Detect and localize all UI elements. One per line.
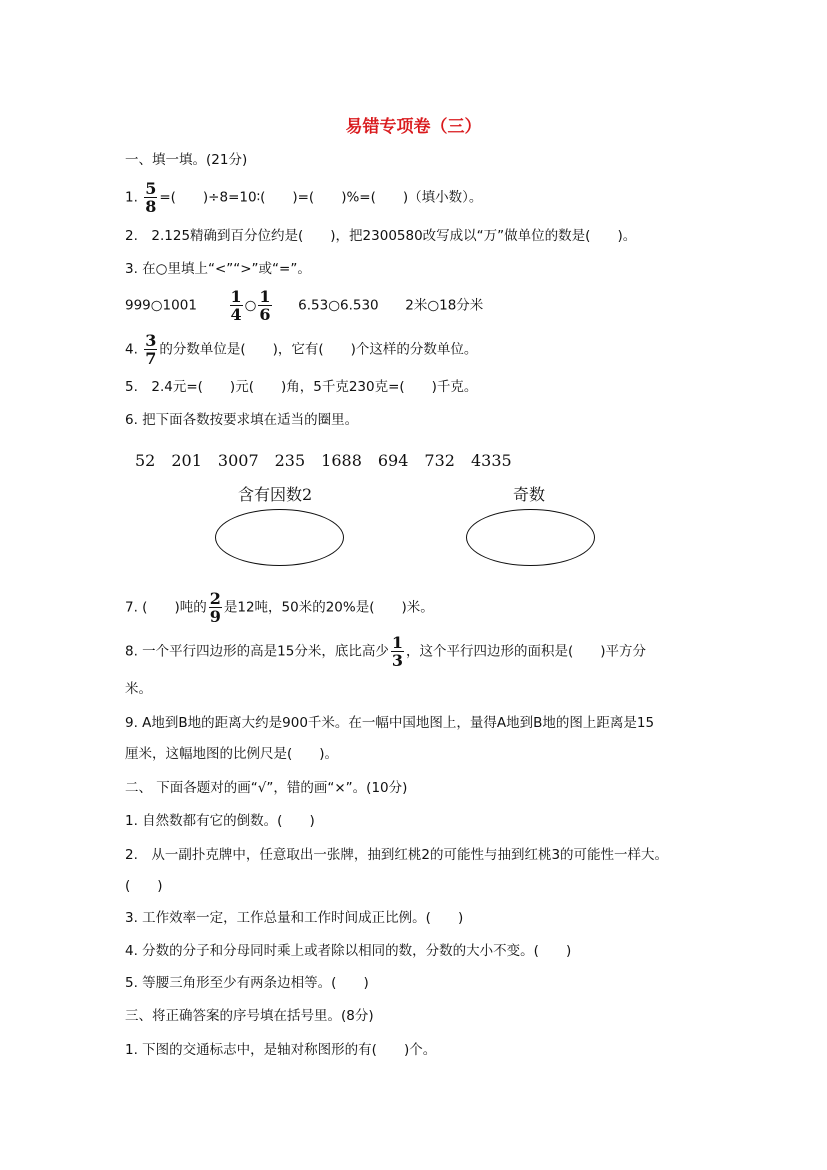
question-2-1: 1. 自然数都有它的倒数。( ) [125, 813, 315, 829]
question-1-9-line1: 9. A地到B地的距离大约是900千米。在一幅中国地图上，量得A地到B地的图上距离是15 [125, 715, 655, 731]
compare-a: 999○1001 [125, 297, 197, 314]
fraction: $\frac{3}{7}$ [145, 331, 157, 368]
question-1-5: 5. 2.4元=( )元( )角，5千克230克=( )千克。 [125, 379, 478, 395]
question-1-1 [125, 180, 482, 215]
question-3-1: 1. 下图的交通标志中，是轴对称图形的有( )个。 [125, 1042, 437, 1058]
question-2-3: 3. 工作效率一定，工作总量和工作时间成正比例。( ) [125, 910, 464, 926]
page-title: 易错专项卷（三） [345, 117, 482, 137]
circle-label-left: 含有因数2 [238, 485, 313, 504]
question-2-4: 4. 分数的分子和分母同时乘上或者除以相同的数，分数的大小不变。( ) [125, 943, 572, 959]
circle-label-right: 奇数 [513, 485, 546, 504]
question-1-6: 6. 把下面各数按要求填在适当的圈里。 [125, 412, 359, 428]
question-1-8 [125, 634, 646, 669]
fraction: $\frac{1}{4}$ [230, 287, 242, 324]
compare-b: 6.53○6.530 [298, 297, 379, 314]
number-list: 52 201 3007 235 1688 694 732 4335 [135, 451, 512, 470]
fraction: $\frac{1}{6}$ [259, 287, 271, 324]
question-1-3-items [125, 288, 483, 323]
question-text: 的分数单位是( )，它有( )个这样的分数单位。 [159, 341, 478, 358]
question-1-7 [125, 590, 434, 625]
compare-circle: ○ [244, 297, 257, 314]
question-2-2: 2. 从一副扑克牌中，任意取出一张牌，抽到红桃2的可能性与抽到红桃3的可能性一样大。 [125, 847, 669, 863]
question-number: 1. [125, 189, 138, 206]
question-number: 4. [125, 341, 138, 358]
question-text: 8. 一个平行四边形的高是15分米，底比高少 [125, 643, 389, 660]
section-2-heading: 二、 下面各题对的画“√”，错的画“×”。(10分) [125, 780, 408, 796]
question-text: ，这个平行四边形的面积是( )平方分 [406, 643, 647, 660]
question-2-5: 5. 等腰三角形至少有两条边相等。( ) [125, 975, 369, 991]
fraction: $\frac{2}{9}$ [209, 589, 221, 626]
question-1-4 [125, 332, 477, 367]
answer-circle-left[interactable] [215, 509, 344, 566]
section-1-heading: 一、填一填。(21分) [125, 152, 248, 168]
question-1-9-line2: 厘米，这幅地图的比例尺是( )。 [125, 746, 339, 762]
question-text: =( )÷8=10∶( )=( )%=( )（填小数）。 [159, 189, 483, 206]
compare-c: 2米○18分米 [405, 297, 484, 314]
section-3-heading: 三、将正确答案的序号填在括号里。(8分) [125, 1008, 374, 1024]
question-1-8-cont: 米。 [125, 681, 152, 697]
question-text: 是12吨，50米的20%是( )米。 [223, 599, 434, 616]
answer-circle-right[interactable] [466, 509, 595, 566]
question-2-2-cont: ( ) [125, 878, 163, 894]
question-1-2: 2. 2.125精确到百分位约是( )，把2300580改写成以“万”做单位的数是( )。 [125, 228, 637, 244]
fraction: $\frac{1}{3}$ [391, 633, 403, 670]
question-text: 7. ( )吨的 [125, 599, 207, 616]
question-1-3: 3. 在○里填上“<”“>”或“=”。 [125, 261, 311, 277]
fraction: $\frac{5}{8}$ [145, 179, 157, 216]
